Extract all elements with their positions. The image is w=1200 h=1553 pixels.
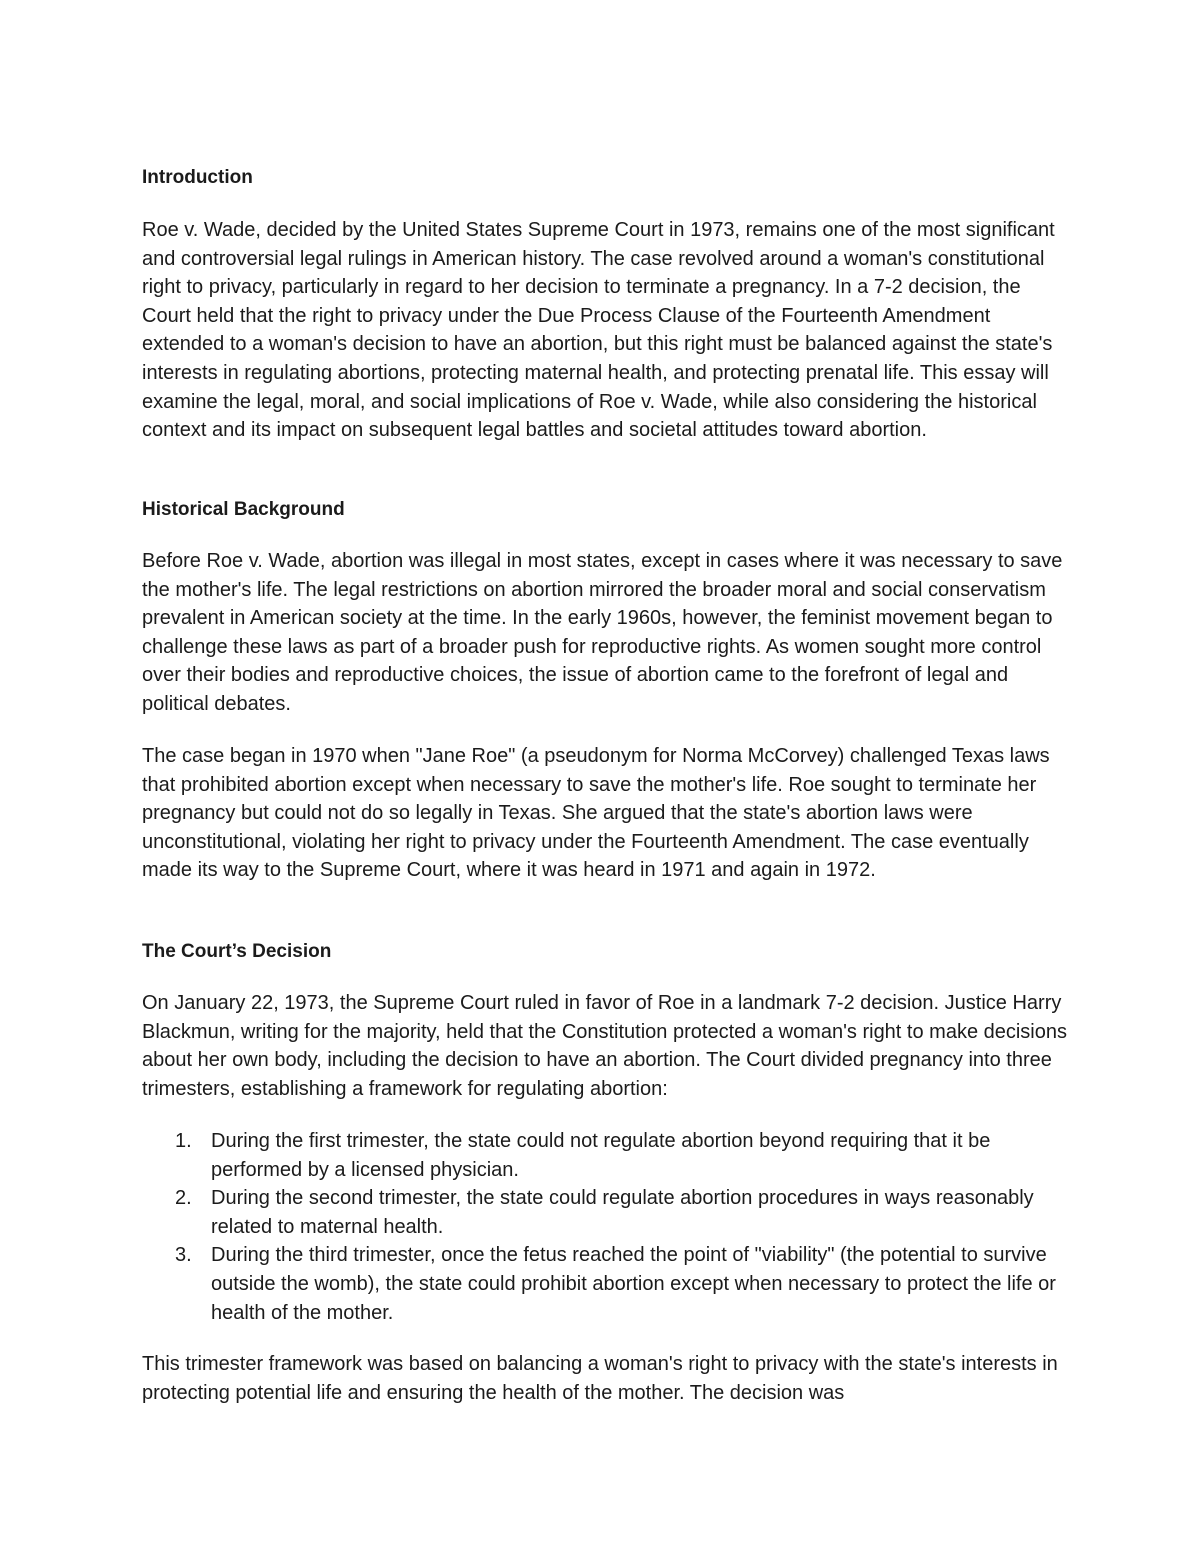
historical-background-heading: Historical Background (142, 499, 345, 520)
courts-decision-paragraph-1: On January 22, 1973, the Supreme Court ruled in favor of Roe in a landmark 7-2 decision. Justice Harry Blackmun, writing for the majority, held that the Constitution protected a woman's right to make decisions about her own body, including the decision to have an abortion. The Court divided pregnancy into three trimesters, establishing a framework for regulating abortion: (142, 992, 1067, 1100)
introduction-paragraph: Roe v. Wade, decided by the United States Supreme Court in 1973, remains one of the most significant and controversial legal rulings in American history. The case revolved around a woman's constitutional right to privacy, particularly in regard to her decision to terminate a pregnancy. In a 7-2 decision, the Court held that the right to privacy under the Due Process Clause of the Fourteenth Amendment extended to a woman's decision to have an abortion, but this right must be balanced against the state's interests in regulating abortions, protecting maternal health, and protecting prenatal life. This essay will examine the legal, moral, and social implications of Roe v. Wade, while also considering the historical context and its impact on subsequent legal battles and societal attitudes toward abortion. (142, 219, 1055, 442)
list-item-text: During the first trimester, the state could not regulate abortion beyond requiring that it be performed by a licensed physician. (211, 1130, 991, 1181)
list-item-text: During the second trimester, the state could regulate abortion procedures in ways reasonably related to maternal health. (211, 1187, 1034, 1238)
list-item-text: During the third trimester, once the fetus reached the point of "viability" (the potential to survive outside the womb), the state could prohibit abortion except when necessary to protect the life or health of the mother. (211, 1244, 1056, 1324)
list-item-number: 2. (175, 1187, 192, 1210)
historical-background-paragraph-1: Before Roe v. Wade, abortion was illegal in most states, except in cases where it was necessary to save the mother's life. The legal restrictions on abortion mirrored the broader moral and social conservatism prevalent in American society at the time. In the early 1960s, however, the feminist movement began to challenge these laws as part of a broader push for reproductive rights. As women sought more control over their bodies and reproductive choices, the issue of abortion came to the forefront of legal and political debates. (142, 550, 1063, 715)
list-item (142, 1127, 1072, 1184)
list-item-number: 1. (175, 1130, 192, 1152)
list-item (142, 1184, 1072, 1241)
historical-background-paragraph-2: The case began in 1970 when "Jane Roe" (a pseudonym for Norma McCorvey) challenged Texas laws that prohibited abortion except when necessary to save the mother's life. Roe sought to terminate her pregnancy but could not do so legally in Texas. She argued that the state's abortion laws were unconstitutional, violating her right to privacy under the Fourteenth Amendment. The case eventually made its way to the Supreme Court, where it was heard in 1971 and again in 1972. (142, 745, 1050, 882)
list-item-number: 3. (175, 1244, 192, 1267)
list-item (142, 1241, 1072, 1327)
introduction-heading: Introduction (142, 167, 253, 188)
courts-decision-heading: The Court’s Decision (142, 941, 332, 962)
trimester-list (142, 1127, 1072, 1327)
courts-decision-paragraph-2: This trimester framework was based on balancing a woman's right to privacy with the state's interests in protecting potential life and ensuring the health of the mother. The decision was (142, 1353, 1058, 1404)
